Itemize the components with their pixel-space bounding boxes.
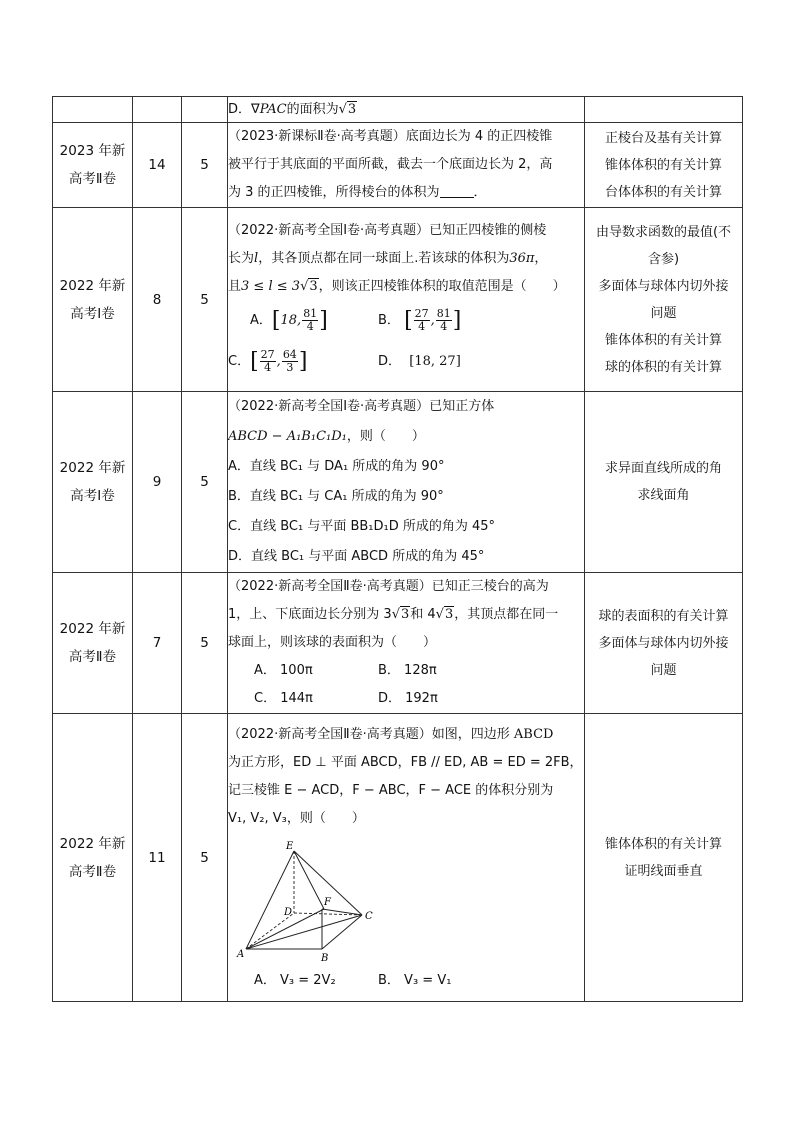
option-b: B． 128π xyxy=(378,663,437,678)
option-b: B． [ $\frac{27}{4}$ , $\frac{81}{4}$ ] xyxy=(378,307,462,333)
option-a: A． [ 18, $\frac{81}{4}$ ] xyxy=(250,307,328,333)
question-number-cell: 9 xyxy=(133,392,182,573)
question-number-cell xyxy=(133,97,182,123)
label-b: B xyxy=(321,952,329,964)
table-row xyxy=(53,123,743,208)
exam-cell: 2022 年新 高考Ⅱ卷 xyxy=(53,714,133,1002)
table-row xyxy=(53,714,743,1002)
option-b: B．直线 BC₁ 与 CA₁ 所成的角为 90° xyxy=(228,489,444,504)
pyramid-figure xyxy=(228,833,584,967)
knowledge-cell: 由导数求函数的最值(不 含参) 多面体与球体内切外接 问题 锥体体积的有关计算 球的体积的有关计算 xyxy=(585,208,743,392)
exam-cell: 2022 年新 高考Ⅰ卷 xyxy=(53,208,133,392)
question-number-cell: 14 xyxy=(133,123,182,208)
score-cell: 5 xyxy=(182,714,228,1002)
question-cell: （2022·新高考全国Ⅱ卷·高考真题）已知正三棱台的高为 1，上、下底面边长分别为 3√3和 4√3，其顶点都在同一 球面上，则该球的表面积为（ ） A． 100π B． 128π C． 144π D． 192π xyxy=(228,573,585,714)
score-cell xyxy=(182,97,228,123)
score-cell: 5 xyxy=(182,573,228,714)
option-d: D． 192π xyxy=(378,691,438,706)
label-e: E xyxy=(286,840,294,852)
label-f: F xyxy=(324,896,331,908)
knowledge-cell xyxy=(585,97,743,123)
question-number-cell: 7 xyxy=(133,573,182,714)
question-cell: （2022·新高考全国Ⅱ卷·高考真题）如图，四边形 ABCD 为正方形，ED ⊥ 平面 ABCD，FB // ED, AB = ED = 2FB， 记三棱锥 E − ACD，F − ABC，F − ACE 的体积分别为 V₁, V₂, V₃，则（ ） E F D C A B A． V₃ = 2V₂ B． V₃ = V₁ xyxy=(228,714,585,1002)
exam-cell: 2022 年新 高考Ⅰ卷 xyxy=(53,392,133,573)
option-c: C． 144π xyxy=(254,691,313,706)
exam-cell: 2023 年新 高考Ⅱ卷 xyxy=(53,123,133,208)
option-a: A． 100π xyxy=(254,663,313,678)
question-number-cell: 8 xyxy=(133,208,182,392)
table-row xyxy=(53,392,743,573)
option-c: C． [ $\frac{27}{4}$ , $\frac{64}{3}$ ] xyxy=(228,348,308,374)
option-d: D．直线 BC₁ 与平面 ABCD 所成的角为 45° xyxy=(228,549,485,564)
score-cell: 5 xyxy=(182,392,228,573)
exam-cell: 2022 年新 高考Ⅱ卷 xyxy=(53,573,133,714)
knowledge-cell: 锥体体积的有关计算 证明线面垂直 xyxy=(585,714,743,1002)
knowledge-cell: 球的表面积的有关计算 多面体与球体内切外接 问题 xyxy=(585,573,743,714)
question-cell: D．∇PAC的面积为√3 xyxy=(228,97,585,123)
question-cell: （2022·新高考全国Ⅰ卷·高考真题）已知正四棱锥的侧棱 长为l，其各顶点都在同一球面上.若该球的体积为36π， 且3 ≤ l ≤ 3√3，则该正四棱锥体积的取值范围是（ ） A． [ 18, $\frac{81}{4}$ ] B． [ $\frac{27}{4}$ , $\frac{81}{4}$ ] C． [ $\frac{27}{4}$ , $\frac{64}{3}$ ] D． [18, 27] xyxy=(228,208,585,392)
answer-blank xyxy=(440,183,474,198)
label-a: A xyxy=(237,948,245,960)
option-c: C．直线 BC₁ 与平面 BB₁D₁D 所成的角为 45° xyxy=(228,519,496,534)
score-cell: 5 xyxy=(182,208,228,392)
option-b: B． V₃ = V₁ xyxy=(378,972,452,988)
question-number-cell: 11 xyxy=(133,714,182,1002)
table-row xyxy=(53,97,743,123)
score-cell: 5 xyxy=(182,123,228,208)
option-a: A． V₃ = 2V₂ xyxy=(254,972,336,988)
table-row xyxy=(53,573,743,714)
option-a: A．直线 BC₁ 与 DA₁ 所成的角为 90° xyxy=(228,459,445,474)
option-d: D． [18, 27] xyxy=(378,353,461,369)
label-d: D xyxy=(284,906,293,918)
knowledge-cell: 求异面直线所成的角 求线面角 xyxy=(585,392,743,573)
knowledge-cell: 正棱台及基有关计算 锥体体积的有关计算 台体体积的有关计算 xyxy=(585,123,743,208)
exam-cell xyxy=(53,97,133,123)
label-c: C xyxy=(365,910,373,922)
pyramid-diagram xyxy=(232,835,382,965)
question-cell: （2022·新高考全国Ⅰ卷·高考真题）已知正方体 ABCD − A₁B₁C₁D₁，则（ ） A．直线 BC₁ 与 DA₁ 所成的角为 90° B．直线 BC₁ 与 CA₁ 所成的角为 90° C．直线 BC₁ 与平面 BB₁D₁D 所成的角为 45° D．直线 BC₁ 与平面 ABCD 所成的角为 45° xyxy=(228,392,585,573)
table-row xyxy=(53,208,743,392)
exam-question-table xyxy=(52,96,743,1002)
question-cell: （2023·新课标Ⅱ卷·高考真题）底面边长为 4 的正四棱锥 被平行于其底面的平面所截，截去一个底面边长为 2，高 为 3 的正四棱锥，所得棱台的体积为 ． xyxy=(228,123,585,208)
